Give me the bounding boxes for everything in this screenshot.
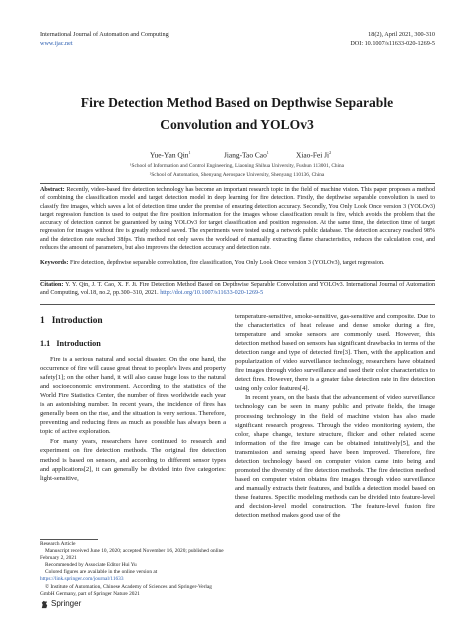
copyright-note: © Institute of Automation, Chinese Academy of Sciences and Springer-Verlag GmbH Germany, part of Springer Nature 2021 bbox=[40, 583, 212, 597]
journal-website-link[interactable] bbox=[40, 40, 73, 48]
abstract-block bbox=[40, 186, 435, 252]
keywords-text: Fire detection, depthwise separable convolution, fire classification, You Only Look Once version 3 (YOLOv3), target regression. bbox=[69, 260, 385, 266]
springer-horse-icon bbox=[40, 600, 49, 609]
abstract-label: Abstract: bbox=[40, 187, 65, 193]
colored-figures-note: Colored figures are available in the online version at https://link.springer.com/journal/11633 bbox=[40, 569, 158, 583]
springer-journal-link[interactable]: https://link.springer.com/journal/11633 bbox=[40, 576, 124, 583]
website-link-text[interactable]: www.ijac.net bbox=[40, 40, 73, 47]
article-type: Research Article bbox=[40, 541, 76, 547]
section-heading: 1 Introduction bbox=[40, 316, 103, 326]
keywords-block bbox=[40, 259, 435, 267]
author-1: Yue-Yan Qin$^1$ bbox=[150, 150, 191, 160]
citation-label: Citation: bbox=[40, 282, 64, 288]
publisher-name: Springer bbox=[51, 599, 82, 608]
issue-info: 18(2), April 2021, 300-310 bbox=[368, 31, 435, 38]
affiliation-1: ¹School of Information and Control Engineering, Liaoning Shihua University, Fushun 113001, China bbox=[129, 163, 345, 169]
left-paragraph-1: Fire is a serious natural and social disaster. On the one hand, the occurrence of fire will cause great threat to people's lives and property safety[1]; on the other hand, it will also cause huge loss to the natural and socioeconomic environment. According to the statistics of the World Fire Statistics Center, the number of fires worldwide each year is an astonishing number. In recent years, the incidence of fires has generally been on the rise, and the situation is very serious. Therefore, preventing and reducing fires as much as possible has always been a topic of active exploration. bbox=[40, 356, 226, 436]
recommended-by: Recommended by Associate Editor Hui Yu bbox=[45, 562, 137, 569]
divider-top bbox=[40, 183, 435, 184]
right-column-body bbox=[235, 312, 435, 520]
divider-bottom bbox=[40, 304, 435, 305]
paper-title-line-2: Convolution and YOLOv3 bbox=[160, 117, 314, 132]
citation-block bbox=[40, 281, 435, 298]
paper-title-line-1: Fire Detection Method Based on Depthwise Separable bbox=[80, 95, 394, 110]
citation-doi-link[interactable]: http://doi.org/10.1007/s11633-020-1269-5 bbox=[160, 290, 264, 297]
subsection-heading: 1.1 Introduction bbox=[40, 339, 101, 348]
keywords-label: Keywords: bbox=[40, 260, 69, 266]
left-column-body bbox=[40, 355, 226, 483]
footnote-rule bbox=[40, 539, 98, 540]
footnotes-block bbox=[40, 541, 226, 598]
abstract-text: Recently, video-based fire detection technology has become an important research topic in the field of machine vision. This paper proposes a method of combining the classification model and target detection model in deep learning for fire detection. Firstly, the depthwise separable convolution is used to classify fire images, which saves a lot of detection time under the premise of ensuring detection accuracy. Secondly, You Only Look Once version 3 (YOLOv3) target regression function is used to output the fire position information for the images whose classification result is fire, which avoids the problem that the accuracy of detection cannot be guaranteed by using YOLOv3 for target classification and position regression. At the same time, the detection time of target regression for images without fire is greatly reduced saved. The experiments were tested using a network public database. The detection accuracy reached 98% and the detection rate reached 38fps. This method not only saves the workload of manually extracting flame characteristics, reduces the calculation cost, and reduces the amount of parameters, but also improves the detection accuracy and detection rate. bbox=[40, 187, 435, 251]
manuscript-dates: Manuscript received June 10, 2020; accepted November 16, 2020; published online February 2, 2021 bbox=[40, 548, 224, 562]
doi-info: DOI: 10.1007/s11633-020-1269-5 bbox=[350, 40, 435, 47]
publisher-logo bbox=[40, 599, 81, 609]
left-paragraph-2: For many years, researchers have continued to research and experiment on fire detection methods. The original fire detection method is based on sensors, and according to different sensor types and applications[2], it can generally be divided into five categories: light-sensitive, bbox=[40, 438, 226, 482]
affiliation-2: ²School of Automation, Shenyang Aerospace University, Shenyang 110136, China bbox=[149, 172, 325, 178]
journal-name: International Journal of Automation and Computing bbox=[40, 31, 169, 38]
citation-text: Y. Y. Qin, J. T. Cao, X. F. Ji. Fire Detection Method Based on Depthwise Separable Convolution and YOLOv3. International Journal of Automation and Computing, vol.18, no.2, pp.300–310, 2021. bbox=[40, 282, 435, 297]
right-paragraph-2: In recent years, on the basis that the advancement of video surveillance technology can be seen in many public and private fields, the image processing technology in the field of machine vision has also made significant research progress. Through the video monitoring system, the color, shape change, texture structure, flicker and other related scene information of the fire image can be obtained intuitively[5], and the transmission and sensing speed have been improved. Therefore, fire detection technology based on computer vision came into being and promoted the diversity of fire detection methods. The fire detection method based on computer vision obtains fire images through video surveillance and manually extracts their features, and builds a detection model based on these features. Specific modeling methods can be divided into feature-level and decision-level model construction. The feature-level fusion fire detection method makes good use of the bbox=[235, 394, 435, 520]
right-paragraph-1: temperature-sensitive, smoke-sensitive, gas-sensitive and composite. Due to the characteristics of heat release and dense smoke during a fire, temperature and smoke sensors are commonly used. However, this detection method based on sensors has significant drawbacks in terms of the detection range and type of detected fire[3]. Then, with the application and popularization of video surveillance technology, researchers have obtained fire images through video surveillance and used their color characteristics to detect fires. However, there is a greater false detection rate in fire detection using only color features[4]. bbox=[235, 313, 435, 393]
author-2: Jiang-Tao Cao$^1$ bbox=[224, 150, 269, 160]
author-3: Xiao-Fei Ji$^2$ bbox=[296, 150, 332, 160]
